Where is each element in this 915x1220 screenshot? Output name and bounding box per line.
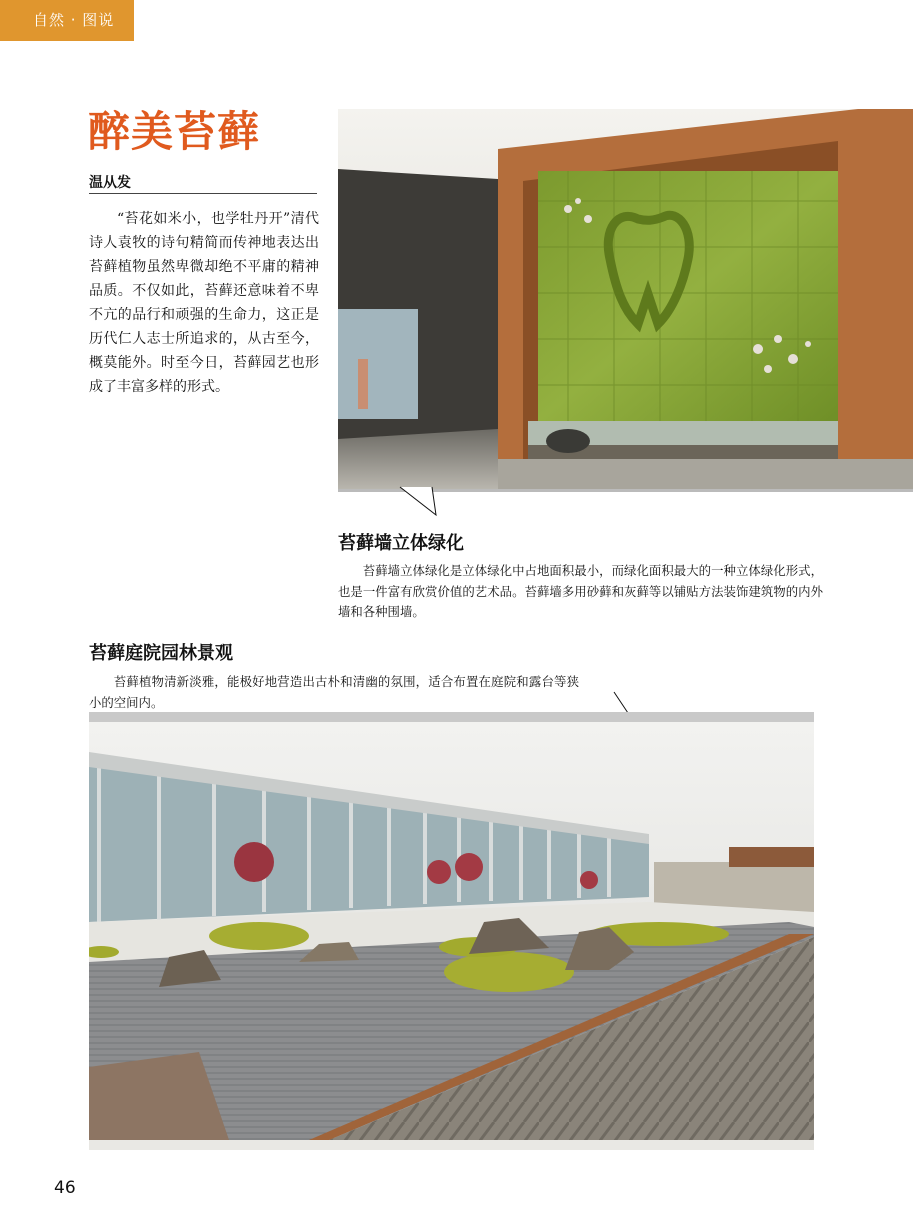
section-tag: 自然 · 图说	[0, 0, 134, 41]
wall-caption-pointer	[398, 487, 448, 517]
garden-caption-text: 苔藓植物清新淡雅，能极好地营造出古朴和清幽的氛围，适合布置在庭院和露台等狭小的空间内。	[89, 674, 579, 710]
moss-wall-photo	[338, 109, 913, 492]
wall-caption-text: 苔藓墙立体绿化是立体绿化中占地面积最小，而绿化面积最大的一种立体绿化形式，也是一件富有欣赏价值的艺术品。苔藓墙多用砂藓和灰藓等以铺贴方法装饰建筑物的内外墙和各种围墙。	[338, 563, 823, 619]
author-divider	[89, 193, 317, 194]
wall-caption-title: 苔藓墙立体绿化	[338, 533, 464, 554]
garden-caption-title: 苔藓庭院园林景观	[89, 643, 233, 664]
intro-paragraph: “苔花如米小，也学牡丹开”清代诗人袁牧的诗句精简而传神地表达出苔藓植物虽然卑微却绝不平庸的精神品质。不仅如此，苔藓还意味着不卑不亢的品行和顽强的生命力，这正是历代仁人志士所追求的，从古至今，概莫能外。时至今日，苔藓园艺也形成了丰富多样的形式。	[89, 211, 319, 395]
article-title: 醉美苔藓	[88, 107, 261, 156]
author-name: 温从发	[89, 175, 131, 191]
page-number: 46	[54, 1178, 76, 1198]
moss-garden-photo	[89, 712, 814, 1150]
